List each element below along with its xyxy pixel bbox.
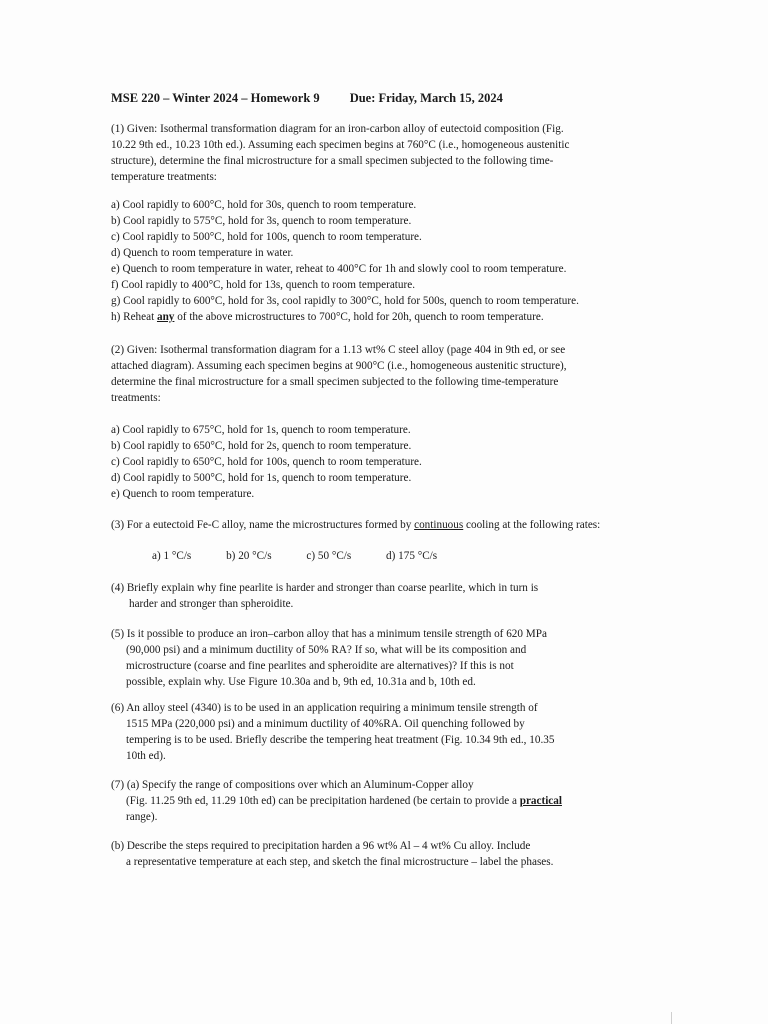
q1-intro-line: temperature treatments: <box>111 171 217 183</box>
q7a-line: (7) (a) Specify the range of compositions over which an Aluminum-Copper alloy <box>111 779 474 791</box>
q1-intro-line: structure), determine the final microstructure for a small specimen subjected to the following time- <box>111 155 554 167</box>
q7b-line: (b) Describe the steps required to precipitation harden a 96 wt% Al – 4 wt% Cu alloy. Include <box>111 840 531 852</box>
q1-item-c: c) Cool rapidly to 500°C, hold for 100s, quench to room temperature. <box>111 231 422 243</box>
q2-item-c: c) Cool rapidly to 650°C, hold for 100s, quench to room temperature. <box>111 456 422 468</box>
q3-option-d: d) 175 °C/s <box>386 550 438 562</box>
q1-item-a: a) Cool rapidly to 600°C, hold for 30s, quench to room temperature. <box>111 199 417 211</box>
q5-line: microstructure (coarse and fine pearlites and spheroidite are alternatives)? If this is not <box>126 660 514 672</box>
q5-line: (90,000 psi) and a minimum ductility of 50% RA? If so, what will be its composition and <box>126 644 527 656</box>
q5-line: possible, explain why. Use Figure 10.30a and b, 9th ed, 10.31a and b, 10th ed. <box>126 676 476 688</box>
q5 <box>111 626 547 690</box>
q1-item-b: b) Cool rapidly to 575°C, hold for 3s, quench to room temperature. <box>111 215 412 227</box>
q2-item-b: b) Cool rapidly to 650°C, hold for 2s, quench to room temperature. <box>111 440 412 452</box>
q1-item-h: h) Reheat any of the above microstructures to 700°C, hold for 20h, quench to room temperature. <box>111 311 544 323</box>
q2-item-e: e) Quench to room temperature. <box>111 488 255 500</box>
q2-items <box>111 422 422 502</box>
emphasis-any: any <box>156 311 175 323</box>
q2-intro-line: determine the final microstructure for a small specimen subjected to the following time-temperature <box>111 376 559 388</box>
q2-item-d: d) Cool rapidly to 500°C, hold for 1s, quench to room temperature. <box>111 472 412 484</box>
document-header <box>111 91 503 106</box>
q3-prompt: (3) For a eutectoid Fe-C alloy, name the microstructures formed by continuous cooling at the following rates: <box>111 519 601 531</box>
q6 <box>111 700 554 764</box>
q1-item-e: e) Quench to room temperature in water, reheat to 400°C for 1h and slowly cool to room temperature. <box>111 263 567 275</box>
emphasis-practical: practical <box>519 795 562 807</box>
q2-intro-line: treatments: <box>111 392 161 404</box>
q3-option-a: a) 1 °C/s <box>152 550 192 562</box>
q1-items <box>111 197 579 325</box>
q7a <box>111 777 562 825</box>
q2-intro-line: (2) Given: Isothermal transformation diagram for a 1.13 wt% C steel alloy (page 404 in 9th ed, or see <box>111 344 566 356</box>
q6-line: tempering is to be used. Briefly describe the tempering heat treatment (Fig. 10.34 9th ed., 10.35 <box>126 734 555 746</box>
q5-line: (5) Is it possible to produce an iron–carbon alloy that has a minimum tensile strength of 620 MPa <box>111 628 547 640</box>
emphasis-continuous: continuous <box>414 519 464 531</box>
q1-item-g: g) Cool rapidly to 600°C, hold for 3s, cool rapidly to 300°C, hold for 500s, quench to room temperature. <box>111 295 579 307</box>
q2-intro-line: attached diagram). Assuming each specimen begins at 900°C (i.e., homogeneous austenitic structure), <box>111 360 567 372</box>
q6-line: 10th ed). <box>126 750 166 762</box>
q7a-line: range). <box>126 811 158 823</box>
scan-mark <box>671 1012 672 1024</box>
q1-intro <box>111 121 569 185</box>
q4-line: (4) Briefly explain why fine pearlite is harder and stronger than coarse pearlite, which in turn is <box>111 582 539 594</box>
q1-item-d: d) Quench to room temperature in water. <box>111 247 294 259</box>
q7b <box>111 838 553 870</box>
q2-item-a: a) Cool rapidly to 675°C, hold for 1s, quench to room temperature. <box>111 424 411 436</box>
q6-line: 1515 MPa (220,000 psi) and a minimum ductility of 40%RA. Oil quenching followed by <box>126 718 525 730</box>
q6-line: (6) An alloy steel (4340) is to be used in an application requiring a minimum tensile strength of <box>111 702 538 714</box>
q1-intro-line: 10.22 9th ed., 10.23 10th ed.). Assuming each specimen begins at 760°C (i.e., homogeneous austenitic <box>111 139 570 151</box>
due-date: Due: Friday, March 15, 2024 <box>349 91 503 105</box>
q3-options <box>152 550 469 562</box>
q4 <box>111 580 538 612</box>
q3-option-b: b) 20 °C/s <box>226 550 272 562</box>
q2-intro <box>111 342 567 406</box>
q7a-line: (Fig. 11.25 9th ed, 11.29 10th ed) can be precipitation hardened (be certain to provide a practical <box>126 795 562 807</box>
q1-item-f: f) Cool rapidly to 400°C, hold for 13s, quench to room temperature. <box>111 279 415 291</box>
q7b-line: a representative temperature at each step, and sketch the final microstructure – label the phases. <box>126 856 554 868</box>
q1-intro-line: (1) Given: Isothermal transformation diagram for an iron-carbon alloy of eutectoid composition (Fig. <box>111 123 564 135</box>
homework-title: MSE 220 – Winter 2024 – Homework 9 <box>111 91 320 105</box>
q4-line: harder and stronger than spheroidite. <box>129 598 294 610</box>
q3-option-c: c) 50 °C/s <box>306 550 352 562</box>
